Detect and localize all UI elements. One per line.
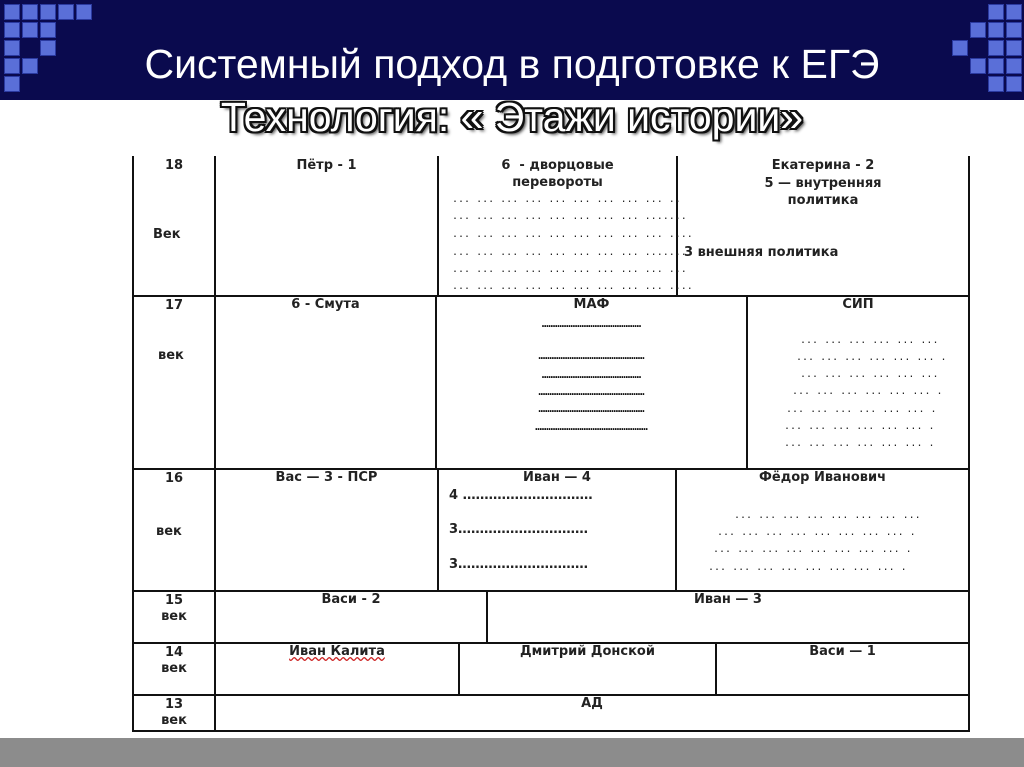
footer-bar [0,738,1024,767]
century-14-number: 14 [164,645,184,660]
cell-sip: СИП [842,297,874,312]
dots-line: ... ... ... ... ... ... . [786,404,937,415]
dots-line: ... ... ... ... ... ... ... ... ... ... [452,264,687,275]
century-13-word: век [161,713,187,728]
dots-line: ... ... ... ... ... ... ... ... . [717,527,916,538]
cell-palace-coups-title-1: 6 - дворцовые [501,158,614,173]
cell-vasily-2: Васи - 2 [321,592,381,607]
ivan-4-line: 4 ………………………… [449,488,593,503]
century-15-number: 15 [164,593,184,608]
dots-line: ... ... ... ... ... ... . [784,438,935,449]
dots-line: ... ... ... ... ... ... ... ... ....... [452,247,687,258]
cell-catherine-external: 3 внешняя политика [684,245,839,260]
cell-palace-coups-title-2: перевороты [512,175,603,190]
century-17-word: век [158,348,184,363]
ivan-4-line: 3………………………… [449,522,589,537]
dots-line: ……………………………………… [541,317,642,330]
dots-line: ... ... ... ... ... ... . [792,386,943,397]
cell-fyodor-ivanovich: Фёдор Иванович [758,470,887,485]
dots-line: ... ... ... ... ... ... ... ... [734,510,921,521]
century-18-word: Век [153,227,181,242]
dots-line: ... ... ... ... ... ... . [796,352,947,363]
dots-line: ... ... ... ... ... ... ... ... . [713,544,912,555]
cell-maf: МАФ [573,297,610,312]
cell-dmitry-donskoy: Дмитрий Донской [520,644,655,659]
cell-peter-1: Пётр - 1 [296,158,357,173]
cell-catherine-internal: 5 — внутренняя [764,176,882,191]
dots-line: ... ... ... ... ... ... ... ... ... .... [452,229,693,240]
dots-line: ………………………………………… [538,349,645,362]
ivan-4-line: 3………………………… [449,557,589,572]
slide-subtitle: Технология: « Этажи истории» [220,94,804,140]
cell-ivan-kalita: Иван Калита [289,644,385,659]
dots-line: ………………………………………… [538,402,645,415]
slide-title: Системный подход в подготовке к ЕГЭ [144,41,880,87]
century-16-word: век [156,524,182,539]
dots-line: ... ... ... ... ... ... [800,369,939,380]
cell-catherine-policy: политика [787,193,859,208]
dots-line: ……………………………………… [541,368,642,381]
cell-smuta: 6 - Смута [291,297,360,312]
century-14-word: век [161,661,187,676]
cell-ivan-4: Иван — 4 [523,470,591,485]
dots-line: …………………………………………… [535,420,648,433]
dots-line: ... ... ... ... ... ... ... ... . [708,562,907,573]
dots-line: ... ... ... ... ... ... ... ... ... .... [452,281,693,292]
century-13-number: 13 [164,697,184,712]
century-18-number: 18 [164,158,184,173]
cell-catherine-2: Екатерина - 2 [771,158,875,173]
century-17-number: 17 [164,298,184,313]
cell-vasily-3: Вас — 3 - ПСР [275,470,378,485]
cell-ivan-3: Иван — 3 [694,592,762,607]
dots-line: ... ... ... ... ... ... . [784,421,935,432]
dots-line: ... ... ... ... ... ... ... ... ....... [452,211,687,222]
century-15-word: век [161,609,187,624]
dots-line: ………………………………………… [538,385,645,398]
dots-line: ... ... ... ... ... ... [800,335,939,346]
dots-line: ... ... ... ... ... ... ... ... ... .. [452,194,681,205]
century-16-number: 16 [164,471,184,486]
cell-vasily-1: Васи — 1 [809,644,876,659]
cell-ad: АД [581,696,603,711]
